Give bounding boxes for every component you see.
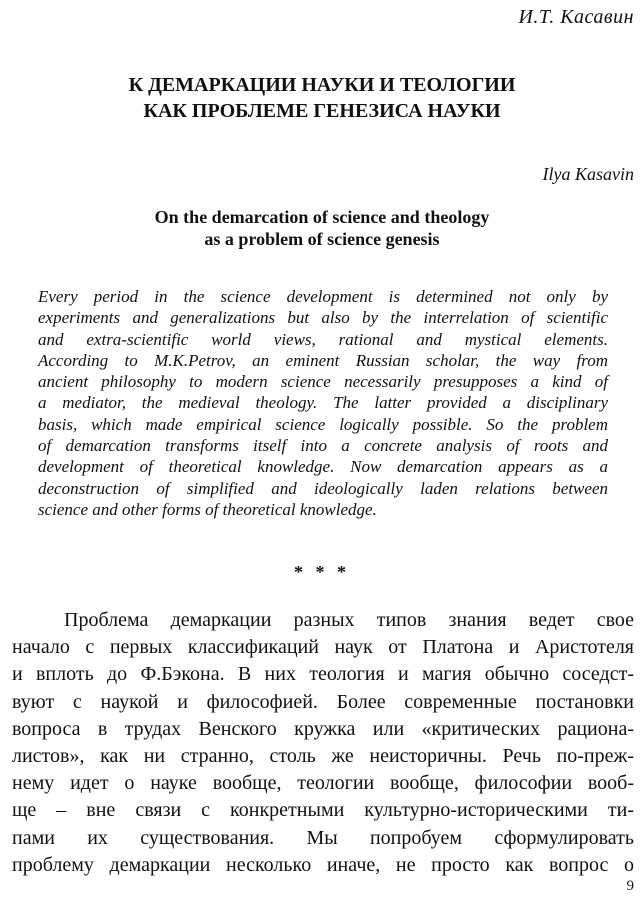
- page-number: 9: [626, 878, 634, 894]
- article-title-line-2: КАК ПРОБЛЕМЕ ГЕНЕЗИСА НАУКИ: [143, 100, 501, 122]
- author-name-english: Ilya Kasavin: [542, 164, 634, 184]
- body-line: нему идет о науке вообще, теологии вообще, философии вооб-: [12, 772, 634, 795]
- article-title: [0, 72, 644, 124]
- body-line: и вплоть до Ф.Бэкона. В них теология и магия обычно соседст-: [12, 663, 634, 686]
- abstract-line: of demarcation transforms itself into a concrete analysis of roots and: [38, 436, 608, 456]
- abstract-line: and extra-scientific world views, rational and mystical elements.: [38, 329, 608, 349]
- body-line: пами их существования. Мы попробуем сформулировать: [12, 826, 634, 849]
- abstract-line: development of theoretical knowledge. Now demarcation appears as a: [38, 457, 608, 477]
- abstract-line: Every period in the science development is determined not only by: [38, 287, 608, 306]
- english-title-line-1: On the demarcation of science and theology: [154, 207, 490, 227]
- body-line: начало с первых классификаций наук от Платона и Аристотеля: [12, 636, 634, 659]
- english-title: [0, 206, 644, 250]
- body-line: вопроса в трудах Венского кружка или «критических рациона-: [12, 717, 634, 740]
- abstract-line: deconstruction of simplified and ideologically laden relations between: [38, 478, 608, 498]
- body-line: ще – вне связи с конкретными культурно-историческими ти-: [12, 799, 634, 822]
- abstract-line: According to M.K.Petrov, an eminent Russian scholar, the way from: [38, 350, 608, 370]
- abstract-line: basis, which made empirical science logically possible. So the problem: [38, 414, 608, 434]
- section-separator: * * *: [294, 562, 350, 582]
- article-title-line-1: К ДЕМАРКАЦИИ НАУКИ И ТЕОЛОГИИ: [128, 74, 516, 96]
- body-line: вуют с наукой и философией. Более современные постановки: [12, 690, 634, 713]
- body-line: проблему демаркации несколько иначе, не просто как вопрос о: [12, 853, 634, 876]
- abstract-line: science and other forms of theoretical knowledge.: [38, 499, 377, 519]
- abstract-line: ancient philosophy to modern science necessarily presupposes a kind of: [38, 372, 608, 392]
- body-line: листов», как ни странно, столь же неисторичны. Речь по-преж-: [12, 745, 634, 768]
- abstract-line: a mediator, the medieval theology. The latter provided a disciplinary: [38, 393, 608, 413]
- english-title-line-2: as a problem of science genesis: [204, 229, 440, 249]
- running-head-author: И.Т. Касавин: [518, 6, 634, 28]
- body-line: Проблема демаркации разных типов знания ведет свое: [64, 609, 634, 631]
- abstract: [38, 286, 608, 520]
- body-paragraph: [12, 607, 634, 879]
- abstract-line: experiments and generalizations but also by the interrelation of scientific: [38, 308, 608, 328]
